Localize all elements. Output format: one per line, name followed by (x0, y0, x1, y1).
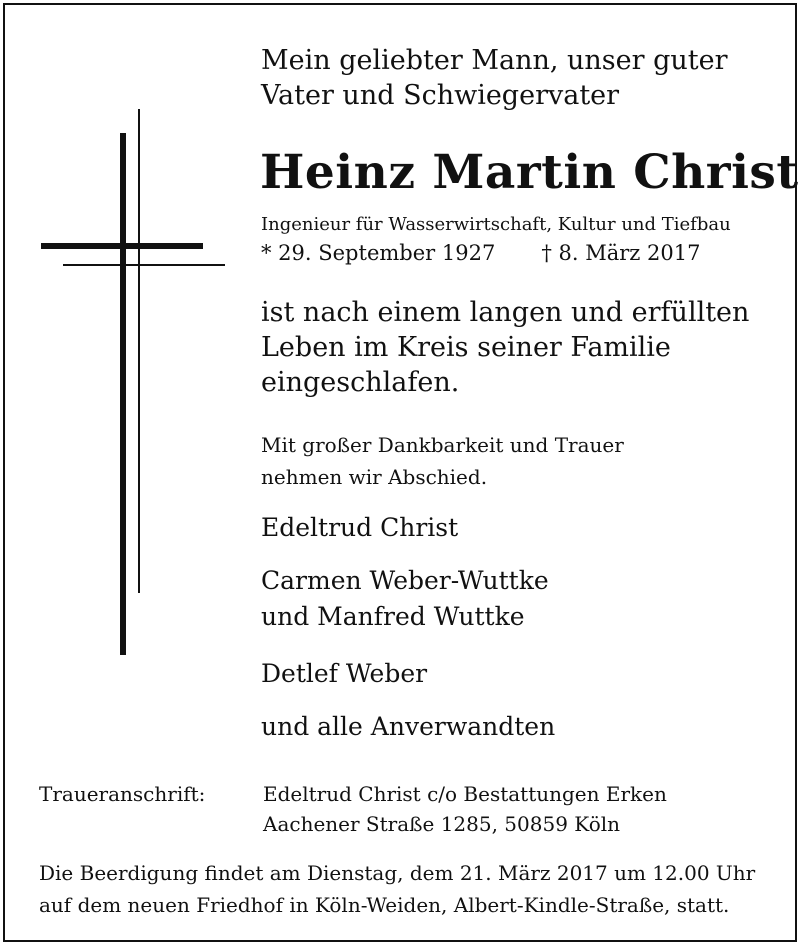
thanks-text (261, 429, 624, 493)
funeral-info (39, 857, 755, 921)
family-line: Detlef Weber (261, 659, 428, 688)
mourning-address (263, 779, 667, 839)
message-line: ist nach einem langen und erfüllten (261, 297, 750, 328)
family-member (261, 563, 549, 635)
intro-line: Mein geliebter Mann, unser guter (261, 45, 728, 76)
birth-date: * 29. September 1927 (261, 241, 496, 265)
intro-line: Vater und Schwiegervater (261, 80, 620, 111)
address-line: Aachener Straße 1285, 50859 Köln (263, 812, 621, 836)
cross-thin-vertical (138, 109, 140, 593)
cross-main-horizontal (41, 243, 203, 249)
address-label: Traueranschrift: (39, 782, 206, 806)
message-text (261, 295, 749, 400)
life-dates (261, 239, 700, 267)
profession: Ingenieur für Wasserwirtschaft, Kultur und Tiefbau (261, 214, 731, 235)
family-line: Edeltrud Christ (261, 513, 459, 542)
cross-main-vertical (120, 133, 126, 655)
family-member (261, 709, 555, 745)
intro-text (261, 43, 728, 113)
deceased-name: Heinz Martin Christ (260, 145, 799, 200)
cross-thin-horizontal (63, 264, 225, 266)
obituary-notice (3, 3, 797, 942)
message-line: eingeschlafen. (261, 367, 460, 398)
family-line: Carmen Weber-Wuttke (261, 566, 549, 595)
thanks-line: nehmen wir Abschied. (261, 465, 488, 489)
message-line: Leben im Kreis seiner Familie (261, 332, 671, 363)
family-member (261, 656, 427, 692)
address-line: Edeltrud Christ c/o Bestattungen Erken (263, 782, 667, 806)
funeral-line: Die Beerdigung findet am Dienstag, dem 21. März 2017 um 12.00 Uhr (39, 861, 756, 885)
family-line: und alle Anverwandten (261, 712, 556, 741)
death-date: † 8. März 2017 (541, 241, 701, 265)
family-member (261, 510, 458, 546)
funeral-line: auf dem neuen Friedhof in Köln-Weiden, Albert-Kindle-Straße, statt. (39, 893, 730, 917)
thanks-line: Mit großer Dankbarkeit und Trauer (261, 433, 624, 457)
family-line: und Manfred Wuttke (261, 602, 525, 631)
